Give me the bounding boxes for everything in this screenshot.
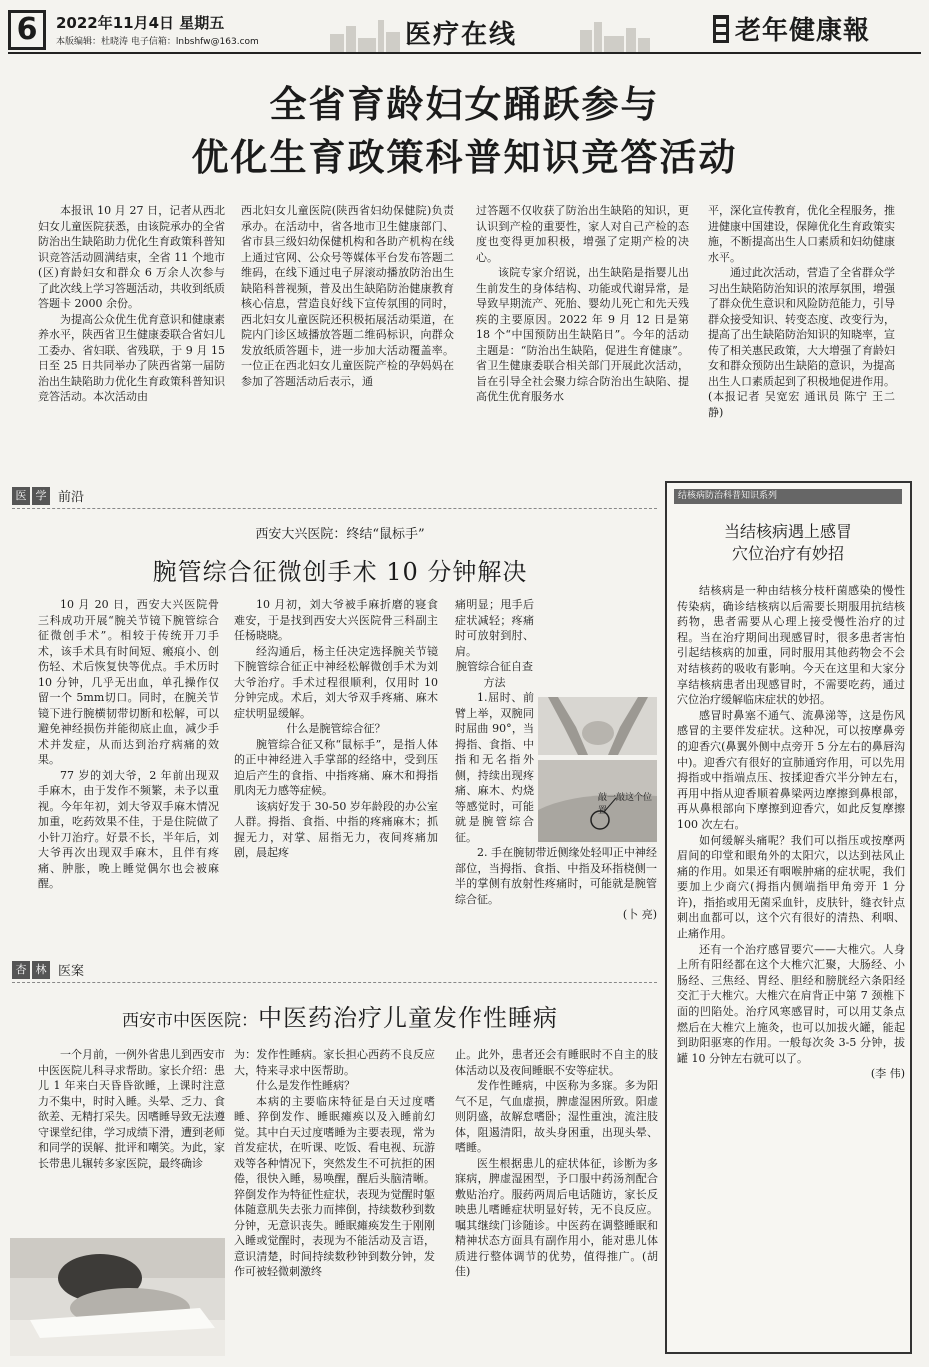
article-paragraph: 经沟通后，杨主任决定选择腕关节镜下腕管综合征正中神经松解微创手术为刘大爷治疗。手术过程很顺利，仅用时 10 分钟完成。术后，刘大爷双手疼痛、麻木症状明显缓解。: [234, 644, 438, 720]
article-paragraph: 痛明显；甩手后症状减轻；疼痛时可放射到肘、肩。: [455, 598, 534, 658]
section-title: 医疗在线: [405, 20, 518, 50]
article-paragraph: 10 月初，刘大爷被手麻折磨的寝食难安，于是找到西安大兴医院骨三科副主任杨晓晓。: [234, 598, 438, 642]
article2-column-2: [234, 597, 438, 937]
section-tag-medical-frontier: [12, 486, 84, 505]
tag-char: 医: [12, 487, 30, 505]
box-paragraph: 感冒时鼻塞不通气、流鼻涕等，这是伤风感冒的主要伴发症状。这种况，可以按摩鼻旁的迎香穴(鼻翼外侧中点旁开 5 分左右的鼻唇沟中)。迎香穴有很好的宣肺通窍作用，可以先用拇指或中指端点压、按揉迎香穴半分钟左右，再用中指从迎香顺着鼻梁两边摩擦到鼻根部，再从鼻根部向下摩擦到迎香穴，如此反复摩擦 100 次左右。: [677, 708, 905, 831]
box-title: [674, 521, 902, 565]
lead-column-4: [708, 203, 895, 465]
article-paragraph: 该病好发于 30-50 岁年龄段的办公室人群。拇指、食指、中指的疼痛麻木；抓握无力，对掌、屈指无力，夜间疼痛加剧，晨起疼: [234, 799, 438, 859]
lead-paragraph: 为提高公众优生优育意识和健康素养水平，陕西省卫生健康委联合省妇儿工委办、省妇联、省残联，于 9 月 15 日至 25 日共同举办了陕西省第一届防治出生缺陷助力优化生育政策科普知识竞答活动。本次活动由: [38, 312, 225, 403]
article-byline: (卜 亮): [622, 908, 657, 921]
header-rule: [8, 52, 921, 54]
article3-title: [40, 998, 640, 1033]
tag-char: 杏: [12, 961, 30, 979]
tag-char: 学: [32, 487, 50, 505]
lead-headline-line1: 全省育龄妇女踊跃参与: [269, 83, 660, 126]
article-paragraph: 发作性睡病，中医称为多寐。多为阳气不足，气血虚损，脾虚湿困所致。阳虚则阴盛，故解怠嗜卧；湿性重浊，流注肢体，阻遏清阳，故头身困重，出现头晕、嗜睡。: [455, 1079, 658, 1154]
lead-paragraph: 平，深化宣传教育，优化全程服务，推进健康中国建设，保障优化生育政策实施，不断提高出生人口素质和妇幼健康水平。: [708, 204, 895, 264]
box-body: [677, 583, 905, 1346]
article-subheading: 腕管综合征自查方法: [456, 660, 533, 689]
divider: [12, 508, 657, 509]
wrist-tap-photo: [538, 760, 657, 842]
page-number: 6: [8, 10, 46, 50]
lead-column-2: [241, 203, 454, 465]
article-paragraph: 2. 手在腕韧带近侧缘处轻叩正中神经部位，当拇指、食指、中指及环指桡侧一半的掌侧有放射性疼痛时，可能就是腕管综合征。: [455, 846, 657, 906]
article-paragraph: 本病的主要临床特征是白天过度嗜睡、猝倒发作、睡眠瘫痪以及入睡前幻觉。其中白天过度嗜睡为主要表现，常为首发症状，在听课、吃饭、看电视、玩游戏等各种情况下，突然发生不可抗拒的困倦，很快入睡，易唤醒，醒后头脑清晰。猝倒发作为特征性症状，表现为觉醒时躯体随意肌失去张力而摔倒，持续数秒到数分钟，无意识丧失。睡眠瘫痪发生于刚刚入睡或觉醒时，表现为不能活动及言语，意识清楚，时间持续数秒钟到数分钟，发作可被轻微刺激终: [234, 1094, 435, 1278]
seal-icon: [712, 14, 730, 44]
box-byline: (李 伟): [870, 1067, 905, 1081]
article-paragraph: 医生根据患儿的症状体征，诊断为多寐病，脾虚湿困型，予口服中药汤剂配合敷贴治疗。服药两周后电话随访，家长反映患儿嗜睡症状明显好转，无不良反应。嘱其继续门诊随诊。中医药在调整睡眠和精神状态方面具有副作用小，能对患儿体质进行整体调节的优势，值得推广。(胡 佳): [455, 1156, 658, 1278]
series-banner: 结核病防治科普知识系列: [674, 489, 902, 504]
article3-title-prefix: 西安市中医医院：: [122, 1011, 258, 1031]
sleeping-child-photo: [10, 1238, 225, 1356]
article-paragraph: 77 岁的刘大爷，2 年前出现双手麻木，由于发作不频繁，未予以重视。今年年初，刘大爷双手麻木情况加重，吃药效果不佳，于是住院做了小针刀治疗。好景不长，半年后，刘大爷再次出现双手麻木，且伴有疼痛、肿胀，晚上睡觉偶尔也会被麻醒。: [38, 768, 219, 890]
article-paragraph: 止。此外，患者还会有睡眠时不自主的肢体活动以及夜间睡眠不安等症状。: [455, 1048, 658, 1077]
box-paragraph: 还有一个治疗感冒要穴——大椎穴。人身上所有阳经都在这个大椎穴汇聚，大肠经、小肠经、三焦经、胃经、胆经和膀胱经六条阳经交汇于大椎穴。大椎穴在肩背正中第 7 颈椎下面的凹陷处。治疗风寒感冒时，可以用艾条点燃后在大椎穴上施灸，也可以加拔火罐，能起到助阳驱寒的作用。一般每次灸 3-5 分钟，拔罐 10 分钟左右就可以了。: [677, 942, 905, 1065]
article-subheading: 什么是发作性睡病？: [256, 1079, 355, 1092]
article-subheading: 什么是腕管综合征？: [286, 722, 386, 735]
article-paragraph: 1.屈时、前臂上举，双腕同时屈曲 90°，当拇指、食指、中指和无名指外侧，持续出现疼痛、麻木、灼烧等感觉时，可能就是腕管综合征。: [455, 691, 534, 844]
wrist-flex-photo: [538, 697, 657, 755]
newspaper-logo: 老年健康報: [735, 16, 871, 46]
article2-subtitle: 西安大兴医院：终结“鼠标手”: [255, 527, 425, 542]
lead-column-1: [38, 203, 225, 465]
lead-paragraph: 西北妇女儿童医院(陕西省妇幼保健院)负责承办。在活动中，省各地市卫生健康部门、省市县三级妇幼保健机构和各助产机构在线上通过官网、公众号等媒体平台发布答题二维码，在线下通过电子屏滚动播放防治出生缺陷科普视频，普及出生缺陷防治健康教育核心信息，营造良好线下宣传氛围的同时，西北妇女儿童医院还积极拓展活动渠道，在院内门诊区域播放答题二维码标识，向群众发放纸质答题卡，进一步加大活动覆盖率。一位正在西北妇女儿童医院产检的孕妈妈在参加了答题活动后表示，通: [241, 204, 454, 388]
lead-paragraph: 本报讯 10 月 27 日，记者从西北妇女儿童医院获悉，由该院承办的全省防治出生缺陷助力优化生育政策科普知识竞答活动圆满结束，全省 11 个地市(区)育龄妇女和群众 6 万余人次参与了此次线上学习答题活动，共收到纸质答题卡 2000 余份。: [38, 204, 225, 310]
article2-title: 腕管综合征微创手术 10 分钟解决: [152, 558, 528, 586]
divider: [12, 982, 657, 983]
box-title-line2: 穴位治疗有妙招: [731, 544, 844, 563]
lead-column-3: [476, 203, 689, 465]
article3-column-2: [234, 1047, 435, 1357]
box-title-line1: 当结核病遇上感冒: [723, 522, 852, 541]
article-paragraph: 10 月 20 日，西安大兴医院骨三科成功开展“腕关节镜下腕管综合征微创手术”。相较于传统开刀手术，该手术具有时间短、瘢痕小、创伤轻、术后恢复快等优点。手术历时 10 分钟，几乎无出血，单孔操作仅留一个 5mm切口。同时，在腕关节镜下进行腕横韧带切断和松解，可以避免神经损伤并能彻底止血，减少手术并发症，从而达到治疗病痛的效果。: [38, 598, 219, 766]
article-paragraph: 一个月前，一例外省患儿到西安市中医医院儿科寻求帮助。家长介绍：患儿 1 年来白天昏昏欲睡，上课时注意力不集中，时时入睡。头晕、乏力、食欲差、无精打采失。因嗜睡导致无法遵守课堂纪律，学习成绩下滑，遭到老师和同学的误解、批评和嘲笑。为此，家长带患儿辗转多家医院，最终确诊: [38, 1048, 225, 1170]
article-paragraph: 为：发作性睡病。家长担心西药不良反应大，特来寻求中医帮助。: [234, 1048, 435, 1077]
lead-paragraph: 通过此次活动，营造了全省群众学习出生缺陷防治知识的浓厚氛围，增强了群众优生意识和风险防范能力，引导群众接受知识、转变态度、改变行为，提高了出生缺陷防治知识的知晓率，宣传了相关惠民政策，大大增强了育龄妇女和群众预防出生缺陷的意识，为提高出生人口素质起到了积极地促进作用。(本报记者 吴宽宏 通讯员 陈宁 王二静): [708, 266, 895, 419]
photo-caption: 敲一敲这个位置: [598, 793, 653, 816]
section-tag-tcm-case: [12, 960, 84, 979]
article3-title-main: 中医药治疗儿童发作性睡病: [258, 1004, 558, 1032]
article3-column-3: [455, 1047, 658, 1357]
article-paragraph: 腕管综合征又称“鼠标手”，是指人体的正中神经进入手掌部的经络中，受到压迫后产生的食指、中指疼痛、麻木和拇指肌肉无力感等症候。: [234, 737, 438, 797]
lead-headline-line2: 优化生育政策科普知识竞答活动: [191, 136, 738, 179]
article2-column-1: [38, 597, 219, 937]
issue-date: 2022年11月4日 星期五: [56, 14, 225, 32]
lead-paragraph: 该院专家介绍说，出生缺陷是指婴儿出生前发生的身体结构、功能或代谢异常，是导致早期流产、死胎、婴幼儿死亡和先天残疾的主要原因。2022 年 9 月 12 日是第 18 个“中国预防出生缺陷日”。今年的活动主题是：“防治出生缺陷，促进生育健康”。省卫生健康委联合相关部门开展此次活动，旨在引导全社会聚力综合防治出生缺陷、提高优生优育服务水: [476, 266, 689, 403]
tag-label: 医案: [58, 964, 85, 979]
box-paragraph: 如何缓解头痛呢？我们可以指压或按摩两眉间的印堂和眼角外的太阳穴，以达到祛风止痛的作用。如果还有咽喉肿痛的症状呢，我们要加上少商穴(拇指内侧端指甲角旁开 1 分许)，指掐或用无菌采血针，皮肤针，缝衣针点刺出血都可以，这个穴有很好的清热、利咽、止痛作用。: [677, 833, 905, 941]
editor-line: 本版编辑：杜晓涛 电子信箱：lnbshfw@163.com: [56, 37, 259, 47]
article3-column-1: [38, 1047, 225, 1233]
tag-label: 前沿: [58, 490, 85, 505]
tag-char: 林: [32, 961, 50, 979]
box-paragraph: 结核病是一种由结核分枝杆菌感染的慢性传染病，确诊结核病以后需要长期服用抗结核药物，患者需要从心理上接受慢性治疗的过程。当在治疗期间出现感冒时，很多患者害怕引起结核病的加重，同时服用其他药物会不会对结核药的吸收有影响。今天在这里和大家分享结核病患者出现感冒时，不需要吃药，通过穴位治疗缓解临床症状的妙招。: [677, 584, 905, 707]
lead-paragraph: 过答题不仅收获了防治出生缺陷的知识，更认识到产检的重要性，家人对自己产检的态度也变得更加积极，增强了定期产检的决心。: [476, 204, 689, 264]
